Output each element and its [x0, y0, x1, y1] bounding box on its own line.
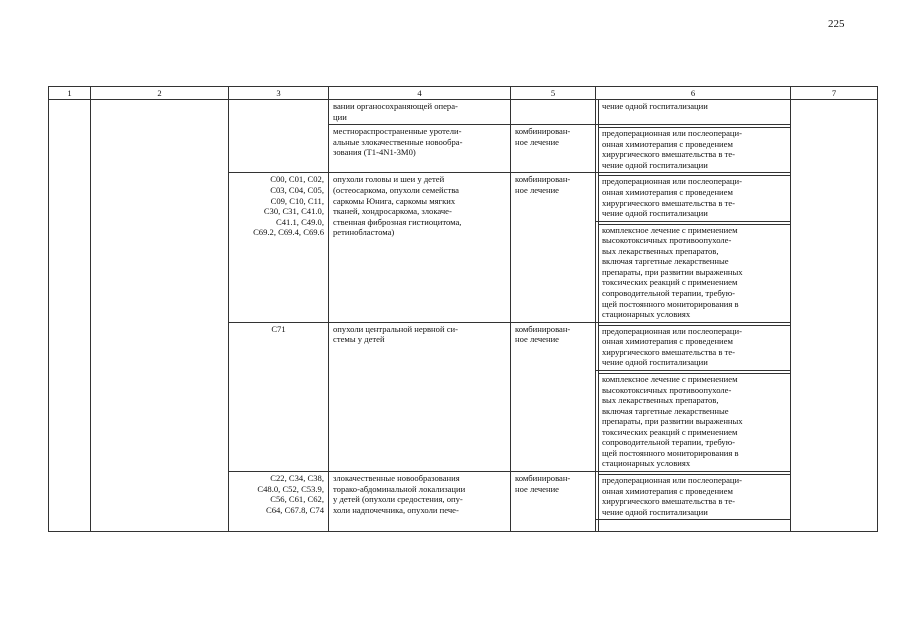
- table-cell: комплексное лечение с применением высокотоксичных противоопухоле- вых лекарственных препаратов, включая таргетные лекарственные препараты, при развитии выраженных токсических реакций с применением сопроводительной терапии, требую- щей постоянного мониторирования в стационарных условиях: [596, 221, 791, 322]
- header-cell: 2: [91, 87, 229, 100]
- table-cell: предоперационная или послеопераци- онная химиотерапия с проведением хирургического вмешательства в те- чение одной госпитализации: [596, 173, 791, 221]
- diagnosis-codes: C22, C34, C38, C48.0, C52, C53.9, C56, C61, C62, C64, C67.8, C74: [229, 472, 329, 520]
- table-cell: вании органосохраняющей опера- ции: [329, 100, 511, 125]
- header-cell: 3: [229, 87, 329, 100]
- table-cell: чение одной госпитализации: [596, 100, 791, 125]
- table-cell: предоперационная или послеопераци- онная химиотерапия с проведением хирургического вмешательства в те- чение одной госпитализации: [596, 125, 791, 173]
- table-cell: комбинирован- ное лечение: [511, 173, 596, 322]
- diagnosis-codes: C71: [229, 322, 329, 471]
- table-cell: [49, 100, 91, 532]
- header-cell: 1: [49, 87, 91, 100]
- table-cell: [511, 100, 596, 125]
- header-cell: 4: [329, 87, 511, 100]
- table-row: [49, 100, 878, 125]
- table-cell: комплексное лечение с применением высокотоксичных противоопухоле- вых лекарственных препаратов, включая таргетные лекарственные препараты, при развитии выраженных токсических реакций с применением сопроводительной терапии, требую- щей постоянного мониторирования в стационарных условиях: [596, 370, 791, 471]
- table-cell: предоперационная или послеопераци- онная химиотерапия с проведением хирургического вмешательства в те- чение одной госпитализации: [596, 322, 791, 370]
- table-cell: [229, 100, 329, 173]
- table-cell: предоперационная или послеопераци- онная химиотерапия с проведением хирургического вмешательства в те- чение одной госпитализации: [596, 472, 791, 520]
- table-cell: опухоли головы и шеи у детей (остеосаркома, опухоли семейства саркомы Юнига, саркомы мягких тканей, хондросаркома, злокаче- ственная фиброзная гистиоцитома, ретинобластома): [329, 173, 511, 322]
- table-cell: [91, 100, 229, 532]
- medical-care-table: [48, 86, 878, 532]
- table-cell: злокачественные новообразования торако-абдоминальной локализации у детей (опухоли средостения, опу- холи надпочечника, опухоли пече-: [329, 472, 511, 520]
- table-cell: местнораспространенные уротели- альные злокачественные новообра- зования (T1-4N1-3M0): [329, 125, 511, 173]
- page-number: 225: [828, 18, 845, 30]
- table-cell: [329, 520, 511, 532]
- table-cell: [511, 520, 596, 532]
- header-cell: 7: [791, 87, 878, 100]
- header-row: [49, 87, 878, 100]
- table-cell: [229, 520, 329, 532]
- table-cell: опухоли центральной нервной си- стемы у детей: [329, 322, 511, 471]
- table-cell: комбинирован- ное лечение: [511, 322, 596, 471]
- table-cell: [791, 100, 878, 532]
- table-cell: комбинирован- ное лечение: [511, 472, 596, 520]
- header-cell: 5: [511, 87, 596, 100]
- diagnosis-codes: C00, C01, C02, C03, C04, C05, C09, C10, C11, C30, C31, C41.0, C41.1, C49.0, C69.2, C69.4, C69.6: [229, 173, 329, 322]
- table-cell: комбинирован- ное лечение: [511, 125, 596, 173]
- table-cell: [596, 520, 791, 532]
- header-cell: 6: [596, 87, 791, 100]
